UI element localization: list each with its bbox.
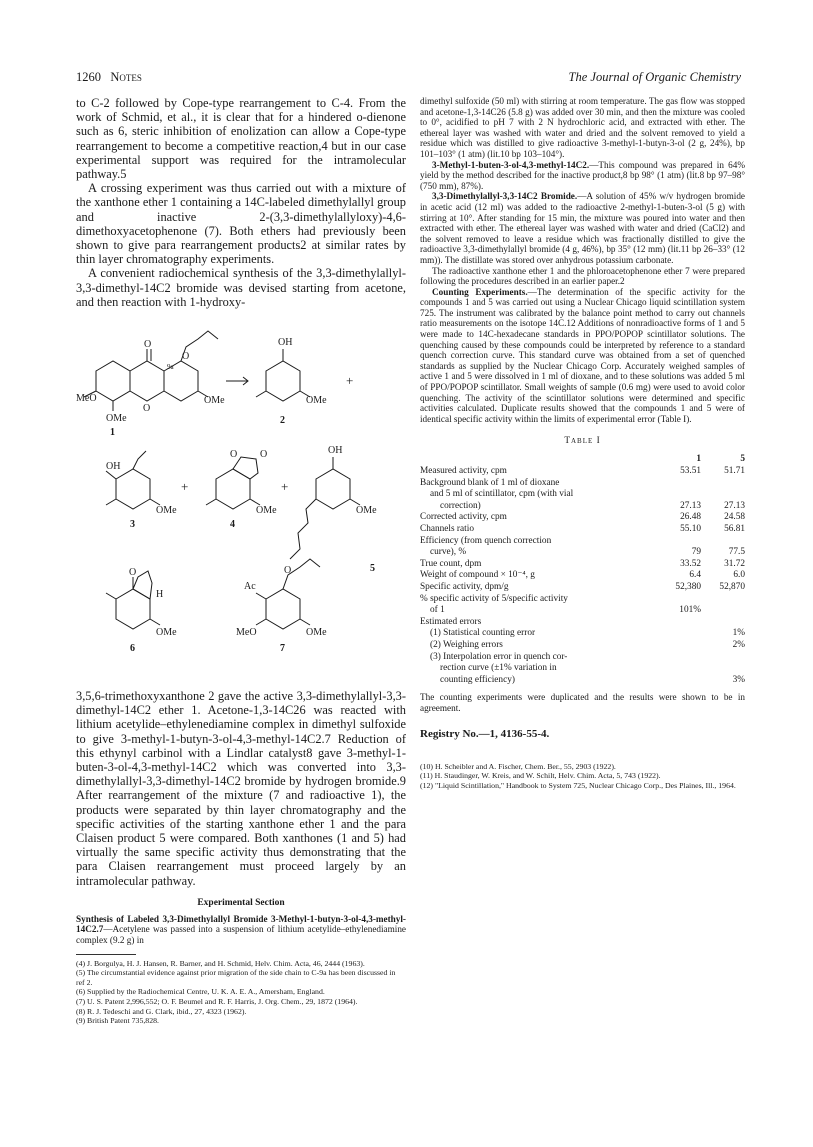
right-column	[420, 96, 745, 791]
paragraph: 3,5,6-trimethoxyxanthone 2 gave the active 3,3-dimethylallyl-3,3-dimethyl-14C2 ether 1. Acetone-1,3-14C26 was reacted with lithium acetylide–ethylenediamine complex in dimethyl sulfoxide to give 3-methyl-1-butyn-3-ol-4,3-methyl-14C2.7 Reduction of this ethynyl carbinol with a Lindlar catalyst8 gave 3-methyl-1-buten-3-ol-4,3-methyl-14C2 which was converted into 3,3-dimethylallyl-3,3-dimethyl-14C2 bromide by hydrogen bromide.9 After rearrangement of the mixture (7 and radioactive 1), the products were separated by thin layer chromatography and the specific activities of the starting xanthone ether 1 and the para Claisen product 5 were compared. Both xanthones (1 and 5) had virtually the same specific activity thus demonstrating that the para Claisen rearrangement must proceed largely by an intramolecular pathway.	[76, 689, 406, 888]
table-cell	[657, 617, 701, 629]
scheme-label: O	[230, 449, 238, 461]
scheme-label: OMe	[306, 395, 327, 407]
footnote: (8) R. J. Tedeschi and G. Clark, ibid., 27, 4323 (1962).	[76, 1006, 247, 1016]
compound-number: 3	[130, 519, 135, 531]
table-header-cell	[420, 454, 657, 466]
table-cell	[657, 640, 701, 652]
table-cell	[701, 652, 745, 664]
paragraph	[420, 160, 745, 192]
footnote: (6) Supplied by the Radiochemical Centre, U. K. A. E. A., Amersham, England.	[76, 987, 325, 997]
table-cell	[657, 594, 701, 606]
table-row	[420, 582, 745, 594]
paragraph: to C-2 followed by Cope-type rearrangement to C-4. From the work of Schmid, et al., it is clear that for a hindered o-dienone such as 6, steric inhibition of enolization can allow a Cope-type rearrangement to become a competitive reaction,4 but in our case experimental support was required for the intramolecular pathway.5	[76, 96, 406, 182]
table-row	[420, 663, 745, 675]
table-cell	[657, 536, 701, 548]
paragraph-text: —A solution of 45% w/v hydrogen bromide in acetic acid (12 ml) was added to the radioactive 2-methyl-1-buten-3-ol (5 g) with stirring at 10°. After standing for 15 min, the mixture was poured into water and then extracted with ether. The ethereal layer was washed with water and dried (CaCl2) and the solvent removed to leave a residue which was fractionally distilled to give the radioactive 3,3-dimethylallyl bromide (4 g, 46%), bp 35° (12 mm) (lit.11 bp 26–33° (12 mm)). The distillate was stored over anhydrous potassium carbonate.	[420, 191, 746, 265]
compound-number: 2	[280, 415, 285, 427]
footnote: (10) H. Scheibler and A. Fischer, Chem. Ber., 55, 2903 (1922).	[420, 761, 616, 771]
bond	[133, 451, 146, 469]
table-header-cell: 5	[740, 454, 745, 465]
subheading: Synthesis of Labeled 3,3-Dimethylallyl Bromide 3-Methyl-1-butyn-3-ol-4,3-methyl-14C2.7	[76, 913, 406, 935]
plus-sign: +	[281, 479, 289, 495]
table-row-label: Measured activity, cpm	[420, 466, 507, 476]
ring	[130, 361, 164, 401]
bond	[150, 619, 160, 625]
journal-title: The Journal of Organic Chemistry	[568, 70, 741, 84]
table-note: The counting experiments were duplicated and the results were shown to be in agreement.	[420, 692, 745, 714]
footnote: (5) The circumstantial evidence against prior migration of the side chain to C-9a has been discussed in ref 2.	[76, 968, 396, 987]
table-cell: 101%	[679, 605, 701, 616]
footnote: (7) U. S. Patent 2,996,552; O. F. Beumel and R. F. Harris, J. Org. Chem., 29, 1872 (1964).	[76, 997, 358, 1007]
page-header-left	[76, 70, 142, 85]
table-row-label: True count, dpm	[420, 558, 482, 569]
table-cell: 3%	[732, 674, 745, 685]
footnote: (11) H. Staudinger, W. Kreis, and W. Schilt, Helv. Chim. Acta, 5, 743 (1922).	[420, 771, 661, 781]
scheme-label: O	[260, 449, 268, 461]
paragraph: A crossing experiment was thus carried out with a mixture of the xanthone ether 1 containing a 14C-labeled dimethylallyl group and inactive 2-(3,3-dimethylallyloxy)-4,6-dimethoxyacetophenone (7). Both ethers had previously been shown to give para rearrangement products2 at similar rates by thin layer chromatography experiments.	[76, 181, 406, 267]
table-header-row	[420, 454, 745, 466]
bond	[256, 619, 266, 625]
table-row	[420, 605, 745, 617]
table-cell	[701, 605, 745, 617]
compound-number: 7	[280, 643, 285, 655]
paragraph-text: —Acetylene was passed into a suspension of lithium acetylide–ethylenediamine complex (9.2 g) in	[76, 924, 406, 946]
scheme-label: O	[129, 567, 137, 579]
scheme-label: 9a	[167, 363, 174, 372]
bond	[106, 593, 116, 599]
table-body	[420, 466, 745, 686]
table-cell: 27.13	[724, 500, 745, 511]
scheme-label: OMe	[306, 627, 327, 639]
table-cell	[657, 663, 701, 675]
table-row	[420, 478, 745, 490]
footnote: (12) "Liquid Scintillation," Handbook to System 725, Nuclear Chicago Corp., Des Plaines, Ill., 1964.	[420, 781, 736, 791]
scheme-label: OH	[328, 445, 343, 457]
footnote: (9) British Patent 735,828.	[76, 1016, 159, 1026]
table-cell: 31.72	[724, 558, 745, 569]
scheme-label: OMe	[204, 395, 225, 407]
table-row-label: of 1	[430, 605, 445, 616]
scheme-label: O	[182, 351, 190, 363]
ring	[216, 469, 250, 509]
table-cell: 6.4	[689, 570, 701, 581]
footnote-rule	[76, 954, 136, 955]
bond	[256, 593, 266, 599]
data-table	[420, 454, 745, 686]
table-row-label: (1) Statistical counting error	[430, 628, 536, 639]
plus-sign: +	[181, 479, 189, 495]
table-cell: 26.48	[680, 512, 701, 523]
table-row	[420, 675, 745, 687]
table-row-label: Estimated errors	[420, 616, 482, 627]
table-cell: 6.0	[733, 570, 745, 581]
table-row-label: (2) Weighing errors	[430, 639, 503, 650]
table-row-label: counting efficiency)	[440, 674, 515, 685]
table-row	[420, 559, 745, 571]
compound-number: 6	[130, 643, 135, 655]
table-row	[420, 547, 745, 559]
bond	[256, 391, 266, 397]
bond	[206, 499, 216, 505]
table-row-label: (3) Interpolation error in quench cor-	[430, 651, 568, 662]
scheme-label: OMe	[156, 627, 177, 639]
table-header-cell: 1	[696, 454, 701, 465]
table-cell: 77.5	[728, 547, 745, 558]
table-row-label: Efficiency (from quench correction	[420, 535, 552, 546]
compound-number: 4	[230, 519, 235, 531]
table-row	[420, 512, 745, 524]
table-row	[420, 628, 745, 640]
ring	[116, 589, 150, 629]
ring	[266, 361, 300, 401]
scheme-labels	[76, 337, 377, 654]
section-heading: Experimental Section	[197, 897, 285, 908]
compound-number: 1	[110, 427, 115, 439]
table-row	[420, 570, 745, 582]
paragraph	[420, 287, 745, 425]
table-row-label: and 5 ml of scintillator, cpm (with vial	[430, 489, 574, 500]
scheme-label: Ac	[244, 581, 256, 593]
scheme-label: OMe	[156, 505, 177, 517]
table-row	[420, 489, 745, 501]
table-cell	[657, 652, 701, 664]
table-row	[420, 652, 745, 664]
reaction-scheme	[76, 309, 406, 689]
table-cell: 24.58	[724, 512, 745, 523]
table-row	[420, 536, 745, 548]
subheading: Counting Experiments.	[432, 286, 528, 297]
left-column	[76, 96, 406, 1026]
table-row-label: rection curve (±1% variation in	[440, 663, 557, 674]
scheme-drawing	[76, 309, 406, 689]
scheme-label: OMe	[356, 505, 377, 517]
table-row	[420, 617, 745, 629]
bond	[290, 499, 316, 559]
bond	[106, 499, 116, 505]
table-row-label: Weight of compound × 10⁻⁴, g	[420, 570, 535, 581]
table-cell: 53.51	[680, 466, 701, 476]
ring	[316, 469, 350, 509]
table-cell	[701, 663, 745, 675]
table-row	[420, 594, 745, 606]
table-cell: 52,380	[675, 581, 701, 592]
scheme-label: OMe	[256, 505, 277, 517]
table-cell	[657, 628, 701, 640]
table-cell: 79	[691, 547, 701, 558]
subheading: 3-Methyl-1-buten-3-ol-4,3-methyl-14C2.	[432, 159, 590, 170]
table-row-label: curve), %	[430, 547, 467, 558]
compound-number: 5	[370, 563, 375, 575]
ring	[233, 457, 258, 479]
table-cell: 56.81	[724, 523, 745, 534]
table-cell: 2%	[732, 639, 745, 650]
table-cell	[701, 478, 745, 490]
table-cell	[701, 617, 745, 629]
plus-sign: +	[346, 373, 354, 389]
table-row	[420, 640, 745, 652]
ring	[116, 469, 150, 509]
table-row	[420, 501, 745, 513]
table-row-label: % specific activity of 5/specific activity	[420, 593, 568, 604]
paragraph-text: —The determination of the specific activity for the compounds 1 and 5 was carried out using a Nuclear Chicago liquid scintillation system 725. The instrument was calibrated by the balance point method to carry out channels ratio measurements on the isotope 14C.12 Additions of nonradioactive forms of 1 and 5 were made to 14C-hexadecane standards in PPO/POPOP scintillator solutions. The quenching caused by these compounds could be interpreted by reference to a standard quench correction curve. This standard curve was obtained from a set of quenched standards as supplied by the Nuclear Chicago Corp. Accurately weighed samples of active 1 and 5 were dissolved in 1 ml of dioxane, and to these solutions was added 5 ml of PPO/POPOP scintillator. Small weights of sample (0.6 mg) were used to avoid color quenching. The activity of the scintillator solutions were determined and specific activities calculated. Duplicate results showed that the compounds 1 and 5 were of identical specific activity within the limits of experimental error (Table I).	[420, 286, 745, 424]
scheme-label: O	[144, 339, 152, 351]
bond	[106, 471, 116, 479]
scheme-label: OH	[106, 461, 121, 473]
bond	[300, 619, 310, 625]
experimental-paragraph	[76, 914, 406, 946]
scheme-label: H	[156, 589, 164, 601]
subheading: 3,3-Dimethylallyl-3,3-14C2 Bromide.	[432, 191, 578, 202]
table-row-label: Channels ratio	[420, 523, 474, 534]
ring	[266, 589, 300, 629]
table-row	[420, 524, 745, 536]
table-row-label: Corrected activity, cpm	[420, 512, 507, 523]
paragraph: The radioactive xanthone ether 1 and the phloroacetophenone ether 7 were prepared following the procedures described in an earlier paper.2	[420, 265, 745, 287]
table-cell	[657, 675, 701, 687]
section-name: Notes	[110, 70, 142, 84]
table-cell	[701, 536, 745, 548]
paragraph: A convenient radiochemical synthesis of the 3,3-dimethylallyl-3,3-dimethyl-14C2 bromide was devised starting from acetone, and then reaction with 1-hydroxy-	[76, 266, 406, 309]
table-row-label: correction)	[440, 500, 481, 511]
table-cell: 1%	[732, 628, 745, 639]
table-cell: 27.13	[680, 500, 701, 511]
paragraph	[420, 191, 745, 265]
paragraph-text: —This compound was prepared in 64% yield by the method described for the inactive product,8 bp 98° (1 atm) (lit.8 bp 97–98° (750 mm), 87%).	[420, 159, 745, 191]
scheme-label: OH	[278, 337, 293, 349]
table-cell: 55.10	[680, 523, 701, 534]
scheme-label: MeO	[236, 627, 257, 639]
ring	[96, 361, 130, 401]
footnote: (4) J. Borgulya, H. J. Hansen, R. Barner, and H. Schmid, Helv. Chim. Acta, 46, 2444 (1963).	[76, 958, 365, 968]
table-caption: Table I	[564, 436, 601, 447]
table-cell: 51.71	[724, 466, 745, 476]
table-cell	[657, 478, 701, 490]
table-row-label: Specific activity, dpm/g	[420, 581, 509, 592]
page-number: 1260	[76, 70, 101, 84]
paragraph: dimethyl sulfoxide (50 ml) with stirring at room temperature. The gas flow was stopped and acetone-1,3-14C26 (5.8 g) was added over 30 min, and then the mixture was cooled to 0°, acidified to pH 7 with 2 N hydrochloric acid, and extracted with ether. The ethereal layer was washed with water and dried and the solvent removed to yield a residue which was distilled to give radioactive 3-methyl-1-butyn-3-ol (2 g, 24%), bp 101–103° (1 atm) (lit.10 bp 103–104°).	[420, 96, 745, 159]
table-cell	[701, 594, 745, 606]
scheme-label: OMe	[106, 413, 127, 425]
table-row-label: Background blank of 1 ml of dioxane	[420, 477, 560, 488]
scheme-label: O	[284, 565, 292, 577]
scheme-label: MeO	[76, 393, 97, 405]
table-cell	[657, 489, 701, 501]
table-cell: 33.52	[680, 558, 701, 569]
table-cell	[701, 489, 745, 501]
scheme-label: O	[143, 403, 151, 415]
registry-number: Registry No.—1, 4136-55-4.	[420, 727, 550, 740]
table-cell: 52,870	[719, 581, 745, 592]
table-row	[420, 466, 745, 478]
